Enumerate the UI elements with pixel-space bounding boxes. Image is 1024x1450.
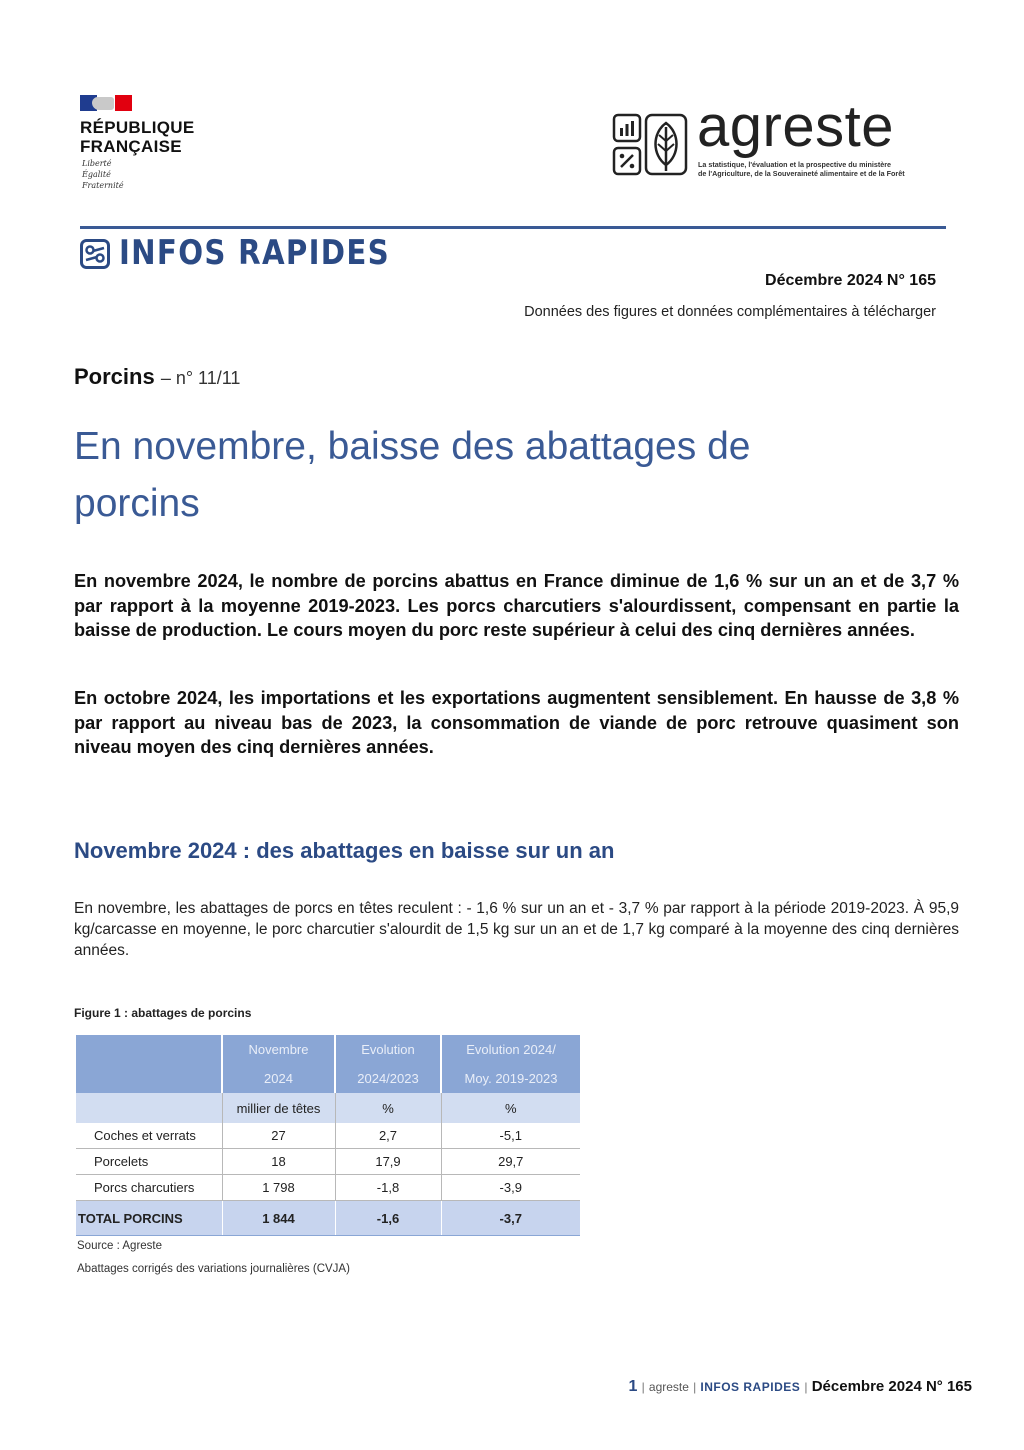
table-total-label: TOTAL PORCINS — [76, 1201, 222, 1236]
lede-paragraph-2: En octobre 2024, les importations et les exportations augmentent sensiblement. En hausse de 3,8 % par rapport au niveau bas de 2023, la consommation de viande de porc retrouve quasiment son niveau moyen des cinq dernières années. — [74, 688, 959, 757]
footer-issue: Décembre 2024 N° 165 — [811, 1378, 972, 1395]
table-header-row — [76, 1035, 580, 1093]
table-unit-cell: millier de têtes — [222, 1093, 335, 1123]
download-data-link[interactable]: Données des figures et données complémentaires à télécharger — [524, 304, 936, 320]
publication-title: INFOS RAPIDES — [119, 233, 390, 273]
table-total-cell: -1,6 — [335, 1201, 441, 1236]
table-cell: 2,7 — [335, 1123, 441, 1149]
table-unit-cell: % — [335, 1093, 441, 1123]
table-cell: 1 798 — [222, 1175, 335, 1201]
table-header-cell: Evolution 2024/ Moy. 2019-2023 — [441, 1035, 580, 1093]
page-footer: 1 | agreste | INFOS RAPIDES | Décembre 2024 N° 165 — [628, 1378, 972, 1395]
table-cell: 18 — [222, 1149, 335, 1175]
table-total-cell: -3,7 — [441, 1201, 580, 1236]
table-cell: -5,1 — [441, 1123, 580, 1149]
table-row-label: Coches et verrats — [76, 1123, 222, 1149]
table-row — [76, 1123, 580, 1149]
republic-motto: Liberté Égalité Fraternité — [82, 159, 124, 190]
table-total-row — [76, 1201, 580, 1236]
table-row-label: Porcelets — [76, 1149, 222, 1175]
table-header-cell: Evolution 2024/2023 — [335, 1035, 441, 1093]
header-divider — [80, 226, 946, 229]
marianne-flag-logo — [80, 95, 132, 111]
issue-number: Décembre 2024 N° 165 — [765, 272, 936, 289]
series-label: Porcins – n° 11/11 — [74, 364, 241, 389]
agreste-wordmark: agreste — [697, 94, 894, 159]
table-cell: -1,8 — [335, 1175, 441, 1201]
figure-source: Source : Agreste — [77, 1240, 163, 1252]
table-cell: 17,9 — [335, 1149, 441, 1175]
table-header-cell: Novembre 2024 — [222, 1035, 335, 1093]
table-cell: -3,9 — [441, 1175, 580, 1201]
republique-francaise-title: RÉPUBLIQUE FRANÇAISE — [80, 118, 195, 156]
table-cell: 27 — [222, 1123, 335, 1149]
agreste-tagline: La statistique, l'évaluation et la prospective du ministère de l'Agriculture, de la Souveraineté alimentaire et de la Forêt — [698, 160, 905, 178]
table-unit-cell: % — [441, 1093, 580, 1123]
page-number: 1 — [628, 1378, 638, 1395]
figure-note: Abattages corrigés des variations journalières (CVJA) — [77, 1263, 350, 1275]
slaughter-table — [76, 1035, 580, 1236]
figure-caption: Figure 1 : abattages de porcins — [74, 1006, 252, 1020]
footer-publication: INFOS RAPIDES — [700, 1380, 801, 1394]
table-row — [76, 1175, 580, 1201]
infos-rapides-icon — [80, 239, 110, 269]
table-row — [76, 1149, 580, 1175]
table-total-cell: 1 844 — [222, 1201, 335, 1236]
body-paragraph: En novembre, les abattages de porcs en têtes reculent : - 1,6 % sur un an et - 3,7 % par rapport à la période 2019-2023. À 95,9 kg/carcasse en moyenne, le porc charcutier s'alourdit de 1,5 kg sur un an et de 1,7 kg comparé à la moyenne des cinq dernières années. — [74, 900, 959, 959]
footer-brand: agreste — [648, 1380, 689, 1394]
table-unit-row — [76, 1093, 580, 1123]
table-row-label: Porcs charcutiers — [76, 1175, 222, 1201]
article-title: En novembre, baisse des abattages de porcins — [74, 425, 751, 525]
table-header-corner — [76, 1035, 222, 1093]
lede-paragraph-1: En novembre 2024, le nombre de porcins abattus en France diminue de 1,6 % sur un an et de 3,7 % par rapport à la moyenne 2019-2023. Les porcs charcutiers s'alourdissent, compensant en partie la baisse de production. Le cours moyen du porc reste supérieur à celui des cinq dernières années. — [74, 571, 959, 640]
section-heading: Novembre 2024 : des abattages en baisse sur un an — [74, 838, 615, 863]
agreste-logo-icon — [612, 113, 690, 177]
table-cell: 29,7 — [441, 1149, 580, 1175]
